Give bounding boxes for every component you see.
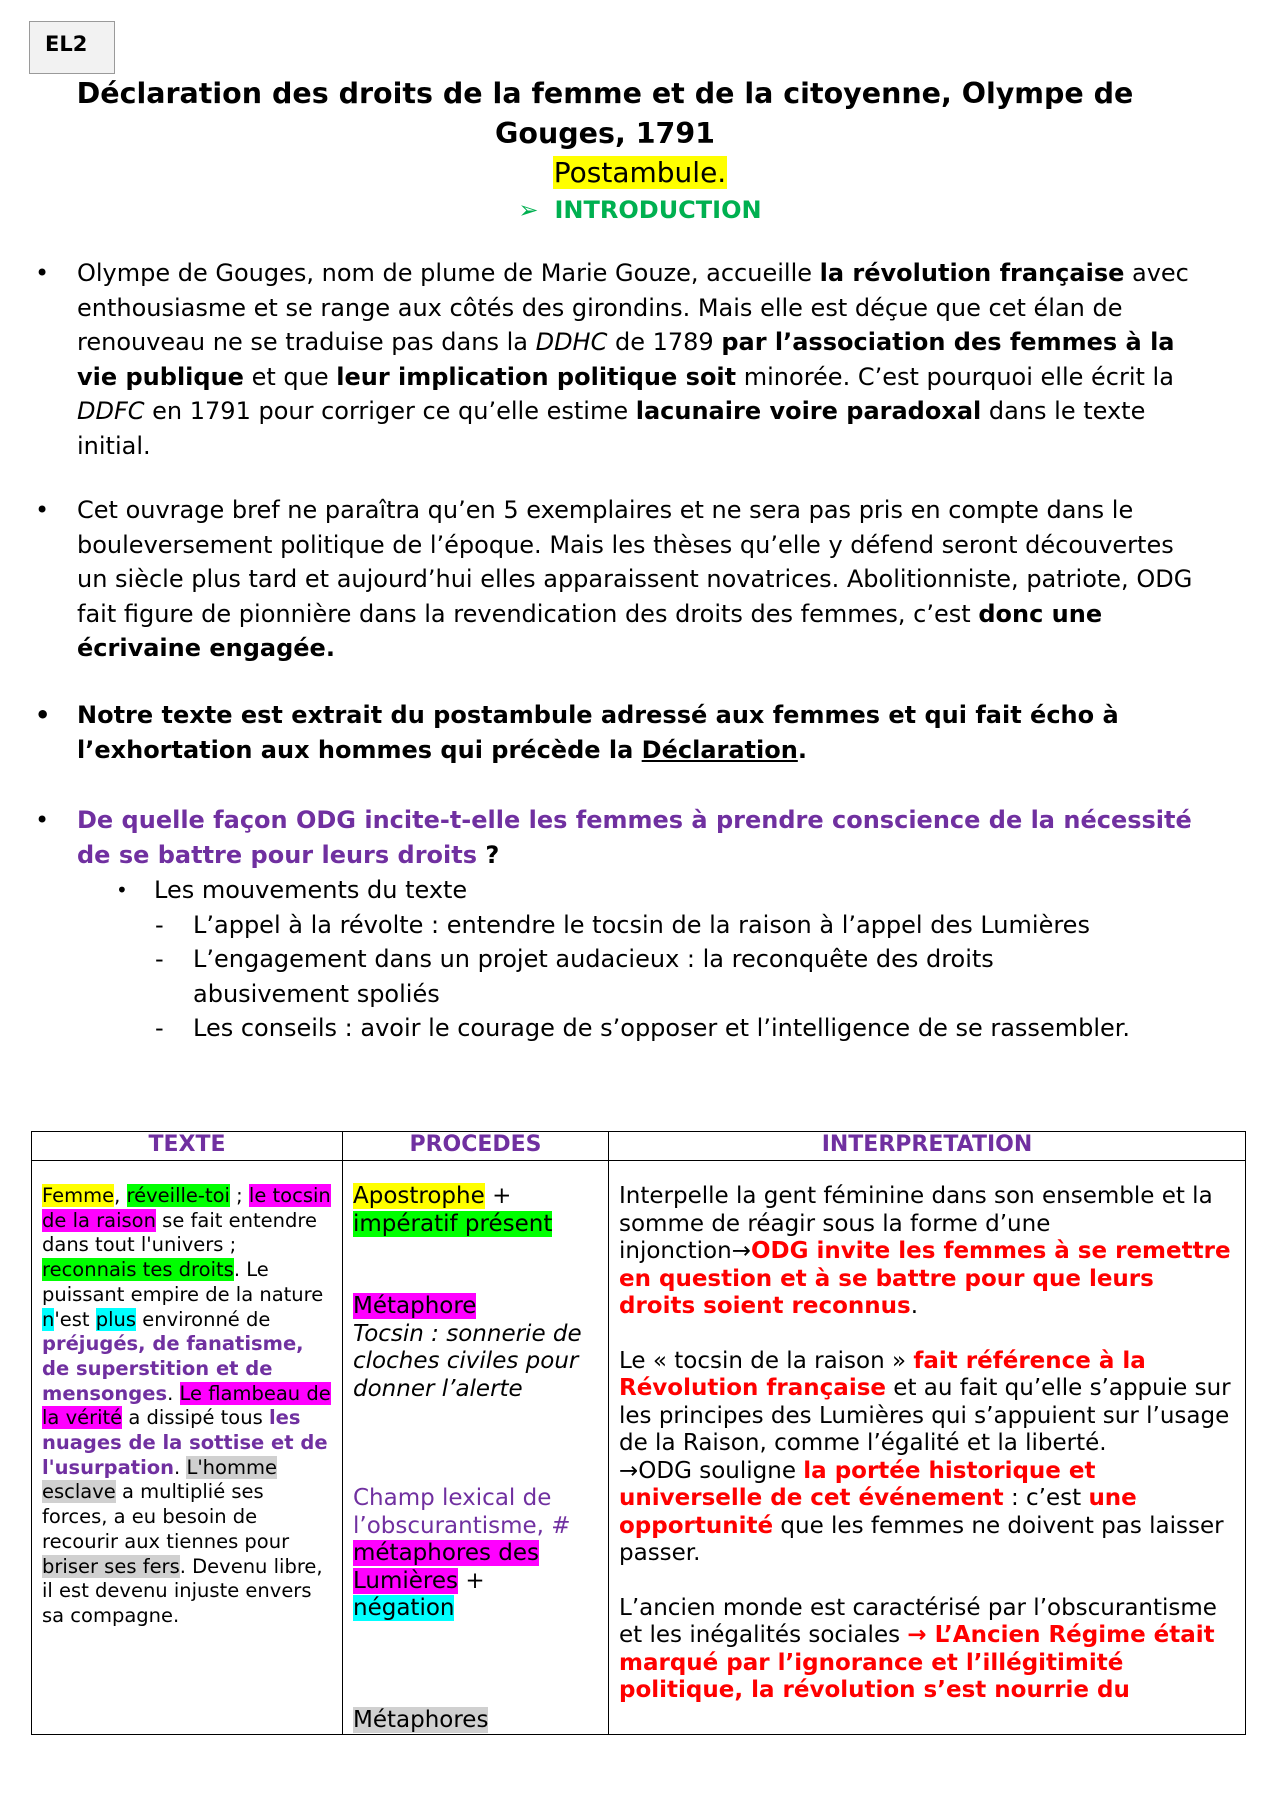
subtitle-text: Postambule.: [553, 156, 727, 189]
text-run: : c’est: [1003, 1485, 1089, 1511]
column-header-interpretation: INTERPRETATION: [609, 1132, 1246, 1161]
arrow-right-icon: →: [619, 1457, 639, 1484]
highlight-green: impératif présent: [353, 1210, 553, 1237]
text-run: +: [484, 1183, 512, 1209]
bullet-icon: •: [35, 496, 50, 524]
text-run: Interpelle la gent féminine dans son ensemble et la somme de réagir sous la forme d’une injonction: [619, 1183, 1213, 1264]
bullet-problematic: [35, 803, 1197, 872]
cell-texte: [32, 1161, 343, 1735]
text-run-bold: donc une écrivaine engagée.: [77, 599, 1103, 662]
text-run-red-bold: fait référence à la Révolution française: [619, 1347, 1146, 1401]
cell-procedes: [343, 1161, 609, 1735]
text-run: a dissipé tous: [122, 1406, 269, 1430]
text-run: ;: [229, 1184, 249, 1207]
highlight-grey: Métaphores: [353, 1706, 489, 1733]
highlight-magenta: Métaphore: [353, 1293, 477, 1319]
highlight-yellow: Femme: [42, 1184, 115, 1207]
highlight-grey: briser ses fers: [42, 1554, 180, 1578]
highlight-cyan: n: [42, 1307, 55, 1331]
text-run: . Devenu libre, il est devenu injuste envers sa compagne.: [42, 1554, 323, 1627]
procede-apostrophe: [353, 1183, 598, 1238]
text-run-italic: DDHC: [535, 328, 608, 356]
bullet-paragraph-work: [35, 493, 1197, 666]
text-run-purple-bold: les nuages de la sottise et de l'usurpation: [42, 1406, 328, 1479]
analysis-table: [31, 1131, 1246, 1735]
sub-bullet-text: Les mouvements du texte: [154, 876, 468, 904]
dash-bullet-icon: -: [155, 945, 164, 973]
procede-metaphores: [353, 1707, 598, 1735]
text-run-italic: Tocsin : sonnerie de cloches civiles pour donner l’alerte: [353, 1320, 582, 1402]
text-run: Notre texte est extrait du postambule adressé aux femmes et qui fait écho à l’exhortation aux hommes qui précède la: [77, 701, 1119, 764]
highlight-cyan: plus: [95, 1307, 137, 1331]
text-run-bold: la révolution française: [819, 259, 1125, 287]
cell-interpretation: [609, 1161, 1246, 1735]
bullet-icon: •: [35, 259, 50, 287]
bullet-paragraph-context: [35, 256, 1197, 463]
text-run-purple: Champ lexical de l’obscurantisme, #: [353, 1485, 571, 1539]
question-mark: ?: [477, 840, 500, 869]
table-header-row: [32, 1132, 1246, 1161]
dash-bullet-icon: -: [155, 1014, 164, 1042]
highlight-grey: L'homme esclave: [42, 1455, 277, 1504]
document-title-line-1: Déclaration des droits de la femme et de la citoyenne, Olympe de: [76, 77, 1134, 110]
text-run: +: [458, 1567, 485, 1594]
text-run: et au fait qu’elle s’appuie sur les principes des Lumières qui s’appuient sur l’usage de la Raison, comme l’égalité et la liberté.: [619, 1375, 1231, 1456]
text-run: 'est: [54, 1307, 96, 1331]
text-run-red-bold: une opportunité: [619, 1485, 1137, 1539]
bullet-icon: •: [35, 806, 50, 834]
text-run-red-bold: ODG invite les femmes à se remettre en question et à se battre pour que leurs droits soient reconnus: [619, 1238, 1231, 1319]
movement-text: L’appel à la révolte : entendre le tocsin de la raison à l’appel des Lumières: [193, 911, 1090, 939]
text-run: .: [174, 1455, 187, 1479]
text-run: .: [910, 1293, 919, 1319]
text-run: minorée. C’est pourquoi elle écrit la: [736, 362, 1174, 391]
arrow-right-icon: →: [731, 1238, 751, 1264]
text-run: . Le puissant empire de la nature: [42, 1258, 324, 1306]
problematic-question: De quelle façon ODG incite-t-elle les femmes à prendre conscience de la nécessité de se battre pour leurs droits: [77, 806, 1192, 869]
text-run-underlined: Déclaration: [641, 735, 798, 764]
text-run-bold: leur implication politique soit: [336, 362, 737, 391]
text-run: de 1789: [607, 328, 722, 356]
sub-bullet-movements: [116, 873, 468, 908]
interpretation-paragraph-1: [619, 1183, 1235, 1321]
text-run: ,: [114, 1184, 127, 1207]
movement-text: L’engagement dans un projet audacieux : la reconquête des droits abusivement spoliés: [193, 945, 994, 1008]
text-run: .: [167, 1381, 180, 1405]
movement-item-1: [155, 908, 1153, 943]
text-run: a multiplié ses forces, a eu besoin de recourir aux tiennes pour: [42, 1480, 290, 1553]
text-run-red-bold: la portée historique et universelle de cet événement: [619, 1457, 1096, 1511]
text-run-purple-bold: préjugés, de fanatisme, de superstition et de mensonges: [42, 1332, 304, 1405]
highlight-green: reconnais tes droits: [42, 1258, 234, 1282]
text-run: que les femmes ne doivent pas laisser passer.: [619, 1512, 1224, 1566]
interpretation-paragraph-2: [619, 1348, 1235, 1568]
document-title-line-2: Gouges, 1791: [494, 117, 716, 150]
procede-champ-lexical: [353, 1485, 598, 1623]
table-row: [32, 1161, 1246, 1735]
movement-item-2: [155, 942, 1153, 1011]
section-heading-introduction: [0, 196, 1280, 224]
highlight-magenta: Le flambeau de la vérité: [42, 1381, 331, 1430]
highlight-green: réveille-toi: [126, 1184, 230, 1207]
bullet-paragraph-extract: [35, 698, 1197, 767]
movement-item-3: [155, 1011, 1153, 1046]
text-run: et que: [243, 362, 337, 391]
text-run: L’ancien monde est caractérisé par l’obscurantisme et les inégalités sociales: [619, 1594, 1217, 1648]
movement-text: Les conseils : avoir le courage de s’opposer et l’intelligence de se rassembler.: [193, 1014, 1131, 1042]
subtitle: [0, 155, 1280, 191]
text-run-italic: DDFC: [77, 397, 145, 425]
procede-metaphore: [353, 1293, 598, 1403]
text-run: Le « tocsin de la raison »: [619, 1347, 914, 1374]
text-run: Cet ouvrage bref ne paraîtra qu’en 5 exemplaires et ne sera pas pris en compte dans le bouleversement politique de l’époque. Mais les thèses qu’elle y défend seront découvertes un siècle plus tard et aujourd’hui elles apparaissent novatrices. Abolitionniste, patriote, ODG fait figure de pionnière dans la revendication des droits des femmes, c’est: [77, 496, 1193, 628]
column-header-procedes: PROCEDES: [343, 1132, 609, 1161]
text-run: .: [797, 735, 807, 764]
highlight-magenta: métaphores des Lumières: [353, 1540, 540, 1594]
highlight-cyan: négation: [353, 1595, 455, 1621]
highlight-magenta: le tocsin de la raison: [42, 1184, 331, 1232]
interpretation-paragraph-3: [619, 1595, 1235, 1705]
text-run: en 1791 pour corriger ce qu’elle estime: [144, 397, 636, 425]
text-run: environné de: [136, 1307, 271, 1331]
text-run: se fait entendre dans tout l'univers ;: [42, 1208, 317, 1257]
text-run: Olympe de Gouges, nom de plume de Marie Gouze, accueille: [77, 259, 820, 287]
text-run-red-bold: L’Ancien Régime était marqué par l’ignorance et l’illégitimité politique, la révolution s’est nourrie du: [619, 1622, 1215, 1703]
bullet-icon: •: [116, 878, 128, 902]
highlight-yellow: Apostrophe: [353, 1183, 485, 1209]
text-run-bold: lacunaire voire paradoxal: [635, 397, 982, 425]
text-run: ODG souligne: [638, 1457, 804, 1484]
dash-bullet-icon: -: [155, 911, 164, 939]
text-run-bold: par l’association des femmes à la vie publique: [77, 328, 1175, 391]
arrow-right-icon: →: [907, 1622, 927, 1648]
arrow-bullet-icon: ➢: [518, 196, 539, 224]
section-heading-text: INTRODUCTION: [554, 196, 762, 224]
bullet-icon: •: [35, 701, 51, 729]
text-run: dans le texte initial.: [77, 397, 1146, 460]
level-tag: EL2: [29, 21, 115, 74]
text-run: avec enthousiasme et se range aux côtés des girondins. Mais elle est déçue que cet élan de renouveau ne se traduise pas dans la: [77, 259, 1189, 356]
column-header-texte: TEXTE: [32, 1132, 343, 1161]
